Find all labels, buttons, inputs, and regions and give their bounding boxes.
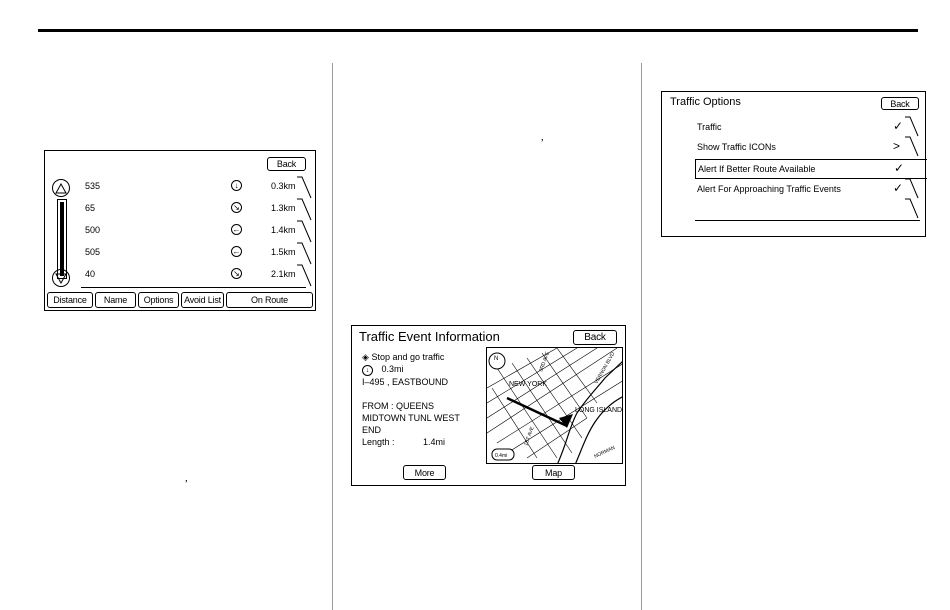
bottom-tab-bar [45, 292, 317, 310]
scroll-up-button[interactable] [52, 179, 70, 197]
page-top-rule [38, 29, 918, 32]
option-label: Alert If Better Route Available [698, 164, 816, 174]
option-tab-edge [905, 198, 929, 220]
arrow-down-circle-icon: ↓ [231, 180, 242, 191]
triangle-down-icon [55, 273, 67, 284]
length-label: Length : [362, 437, 395, 447]
column-divider-2 [641, 63, 642, 610]
list-item[interactable] [81, 243, 313, 265]
list-item-name: 535 [85, 181, 101, 191]
map-label: VERNON BLVD [593, 351, 617, 385]
option-alert-approaching-events[interactable] [695, 179, 927, 199]
option-label: Show Traffic ICONs [697, 142, 776, 152]
stray-comma: , [541, 131, 544, 143]
checkmark-icon: ✓ [894, 161, 905, 175]
compass-label: N [494, 356, 499, 362]
row-divider [81, 287, 306, 288]
event-from-2: MIDTOWN TUNL WEST [362, 413, 460, 423]
checkmark-icon: ✓ [893, 181, 904, 195]
option-label: Alert For Approaching Traffic Events [697, 184, 841, 194]
traffic-options-screen [661, 91, 926, 237]
chevron-right-icon: > [893, 139, 901, 153]
option-tab-edge [905, 178, 929, 200]
list-item[interactable] [81, 265, 313, 287]
event-line [362, 351, 460, 363]
list-item-name: 500 [85, 225, 101, 235]
event-details [362, 351, 460, 448]
row-tab-edge [297, 198, 313, 222]
street-map-graphic [487, 348, 623, 464]
option-tab-edge [905, 116, 929, 138]
back-button[interactable]: Back [881, 97, 919, 110]
list-item[interactable] [81, 177, 313, 199]
list-item-distance: 1.3km [271, 203, 296, 213]
arrow-bear-right-circle-icon: ↘ [231, 202, 242, 213]
traffic-map[interactable] [486, 347, 623, 464]
event-from-1: FROM : QUEENS [362, 401, 435, 411]
option-alert-better-route[interactable] [695, 159, 927, 179]
event-length-line [362, 436, 460, 448]
option-label: Traffic [697, 122, 722, 132]
page-title: Traffic Options [670, 96, 741, 108]
traffic-warning-icon: ◈ [362, 352, 369, 362]
list-item-distance: 2.1km [271, 269, 296, 279]
row-tab-edge [297, 264, 313, 288]
list-item-name: 40 [85, 269, 96, 279]
arrow-left-circle-icon: ← [232, 247, 241, 256]
arrow-down-circle-icon: ↓ [362, 365, 373, 376]
row-tab-edge [297, 242, 313, 266]
tab-name[interactable]: Name [95, 292, 136, 308]
tab-on-route[interactable]: On Route [226, 292, 313, 308]
triangle-up-icon [55, 183, 67, 194]
option-divider [695, 220, 920, 221]
event-distance: 0.3mi [381, 364, 404, 374]
more-button[interactable]: More [403, 465, 446, 480]
option-traffic[interactable] [695, 117, 927, 137]
event-from-3: END [362, 425, 382, 435]
map-label: NORMAN [593, 444, 616, 460]
list-item-name: 65 [85, 203, 96, 213]
page-title: Traffic Event Information [359, 329, 500, 344]
map-label: NEW YORK [509, 381, 547, 388]
scroll-down-button[interactable] [52, 269, 70, 287]
row-tab-edge [297, 176, 313, 200]
event-type: Stop and go traffic [371, 352, 445, 362]
option-tab-edge [905, 136, 929, 158]
column-divider-1 [332, 63, 333, 610]
stray-comma: , [185, 472, 188, 484]
list-item-distance: 0.3km [271, 181, 296, 191]
arrow-left-circle-icon: ← [232, 225, 241, 234]
option-show-traffic-icons[interactable] [695, 137, 927, 157]
map-label: 3RD AVE [538, 351, 551, 373]
back-button[interactable]: Back [573, 330, 617, 345]
arrow-bear-right-circle-icon: ↘ [231, 268, 242, 279]
list-item[interactable] [81, 221, 313, 243]
list-item-name: 505 [85, 247, 101, 257]
scrollbar[interactable] [57, 199, 67, 279]
length-value: 1.4mi [423, 437, 446, 447]
event-road: I–495 , EASTBOUND [362, 377, 449, 387]
tab-distance[interactable]: Distance [47, 292, 93, 308]
tab-options[interactable]: Options [138, 292, 179, 308]
list-item-distance: 1.4km [271, 225, 296, 235]
option-empty[interactable] [695, 199, 927, 219]
back-button[interactable]: Back [267, 157, 306, 171]
map-button[interactable]: Map [532, 465, 575, 480]
row-tab-edge [297, 220, 313, 244]
map-label: LONG ISLAND [575, 407, 623, 414]
route-list-screen [44, 150, 316, 311]
tab-avoid-list[interactable]: Avoid List [181, 292, 224, 308]
event-distance-line [362, 363, 460, 376]
traffic-event-screen [351, 325, 626, 486]
list-item-distance: 1.5km [271, 247, 296, 257]
map-label: 1ST AVE [523, 425, 536, 447]
list-item[interactable] [81, 199, 313, 221]
scrollbar-thumb[interactable] [60, 202, 64, 276]
map-scale: 0.4mi [495, 453, 508, 459]
checkmark-icon: ✓ [893, 119, 904, 133]
